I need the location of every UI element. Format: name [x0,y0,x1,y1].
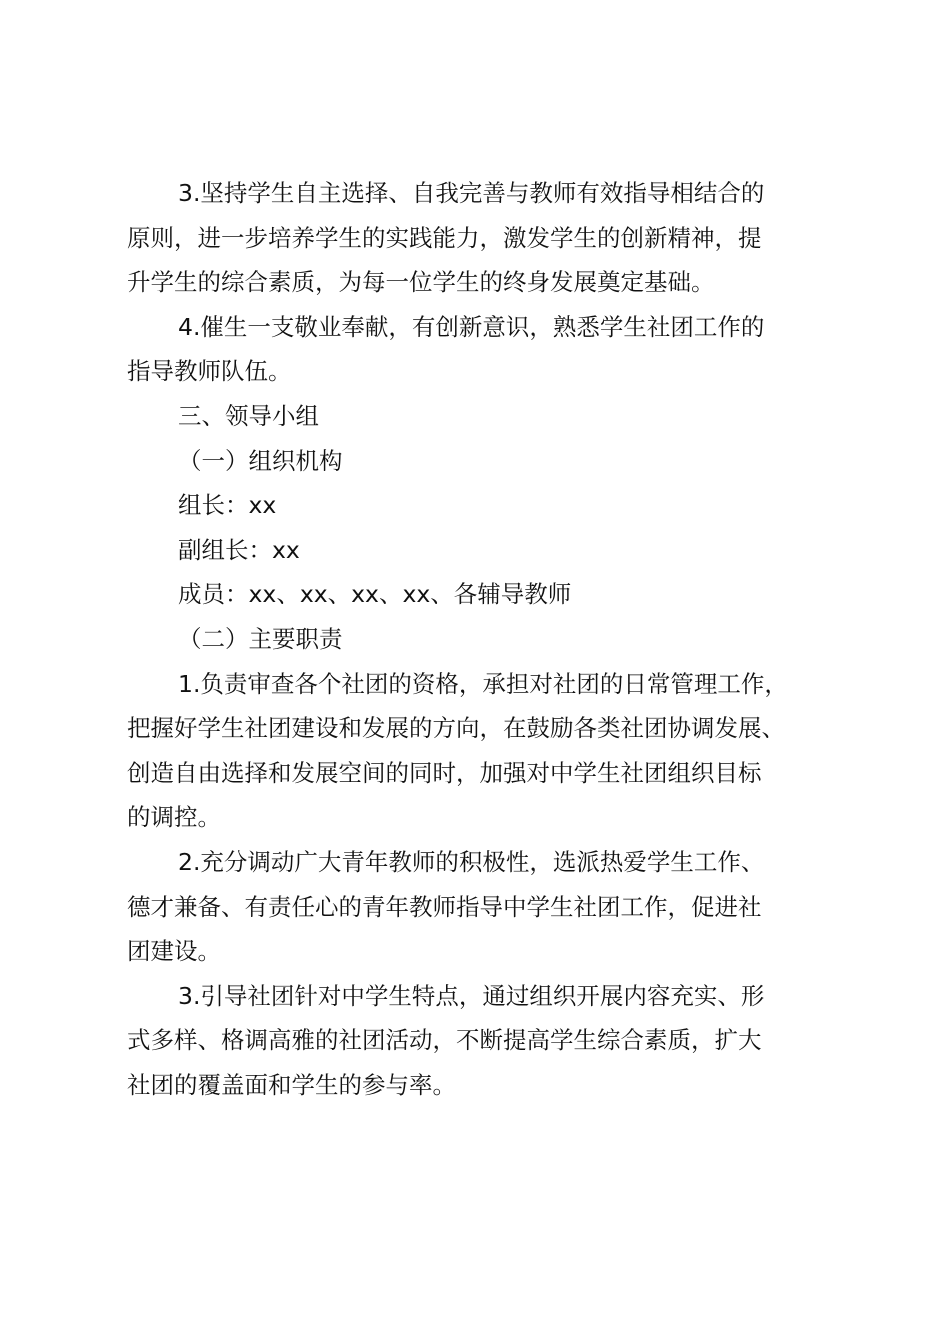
text-line: 1.负责审查各个社团的资格，承担对社团的日常管理工作， [178,669,788,698]
paragraph-goal-3 [127,171,839,305]
text-line: 社团的覆盖面和学生的参与率。 [127,1070,456,1099]
text-line: 创造自由选择和发展空间的同时，加强对中学生社团组织目标 [127,758,762,787]
sub-heading-organization: （一）组织机构 [178,446,343,475]
leader-line: 组长：xx [178,491,277,520]
text-line: 团建设。 [127,937,221,966]
text-line: 4.催生一支敬业奉献，有创新意识，熟悉学生社团工作的 [178,312,765,341]
sub-heading-duties: （二）主要职责 [178,624,343,653]
text-line: 指导教师队伍。 [127,357,292,386]
vice-leader-line: 副组长：xx [178,535,300,564]
text-line: 3.坚持学生自主选择、自我完善与教师有效指导相结合的 [178,179,765,207]
section-heading: 三、领导小组 [178,401,319,430]
document-body [127,171,839,1107]
paragraph-duty-3 [127,974,839,1108]
members-line: 成员：xx、xx、xx、xx、各辅导教师 [178,580,572,609]
text-line: 3.引导社团针对中学生特点，通过组织开展内容充实、形 [178,981,765,1010]
text-line: 式多样、格调高雅的社团活动，不断提高学生综合素质，扩大 [127,1026,762,1055]
paragraph-goal-4 [127,305,839,394]
text-line: 升学生的综合素质，为每一位学生的终身发展奠定基础。 [127,268,715,297]
text-line: 把握好学生社团建设和发展的方向，在鼓励各类社团协调发展、 [127,714,785,743]
paragraph-duty-1 [127,662,839,840]
paragraph-duty-2 [127,840,839,974]
text-line: 德才兼备、有责任心的青年教师指导中学生社团工作，促进社 [127,892,762,921]
text-line: 2.充分调动广大青年教师的积极性，选派热爱学生工作、 [178,847,765,876]
text-line: 的调控。 [127,803,221,832]
text-line: 原则，进一步培养学生的实践能力，激发学生的创新精神，提 [127,223,762,252]
